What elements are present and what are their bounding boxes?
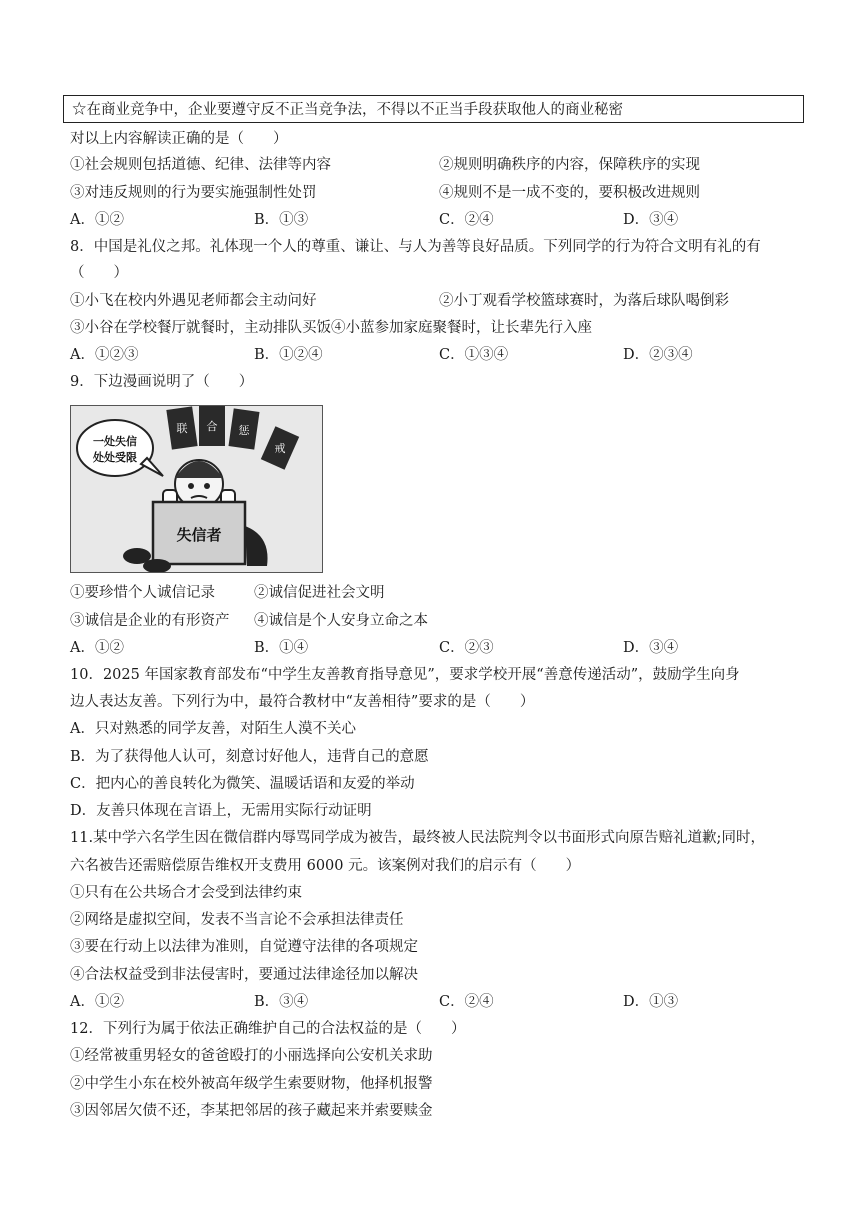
q9-stem: 9．下边漫画说明了（ ） bbox=[70, 374, 254, 390]
bubble-text-line2: 处处受限 bbox=[93, 451, 137, 464]
q11-option-3: ③要在行动上以法律为准则，自觉遵守法律的各项规定 bbox=[70, 939, 418, 955]
q9-option-1: ①要珍惜个人诚信记录 bbox=[70, 585, 215, 601]
q10-choice-d: D．友善只体现在言语上，无需用实际行动证明 bbox=[70, 803, 372, 819]
sign-char-4: 戒 bbox=[274, 442, 286, 455]
q12-option-2: ②中学生小东在校外被高年级学生索要财物，他择机报警 bbox=[70, 1076, 433, 1092]
q12-stem: 12．下列行为属于依法正确维护自己的合法权益的是（ ） bbox=[70, 1021, 466, 1037]
q7-choice-c: C．②④ bbox=[439, 212, 494, 228]
quote-box bbox=[63, 95, 804, 123]
q10-stem-line1: 10．2025 年国家教育部发布“中学生友善教育指导意见”，要求学校开展“善意传递活动”，鼓励学生向身 bbox=[70, 667, 740, 683]
q9-choice-d: D．③④ bbox=[623, 640, 679, 656]
q7-option-2: ②规则明确秩序的内容，保障秩序的实现 bbox=[439, 157, 700, 173]
q10-stem-line2: 边人表达友善。下列行为中，最符合教材中“友善相待”要求的是（ ） bbox=[70, 694, 535, 710]
q11-option-4: ④合法权益受到非法侵害时，要通过法律途径加以解决 bbox=[70, 967, 418, 983]
q8-option-3-4: ③小谷在学校餐厅就餐时，主动排队买饭④小蓝参加家庭聚餐时，让长辈先行入座 bbox=[70, 320, 592, 336]
q11-choice-d: D．①③ bbox=[623, 994, 679, 1010]
q11-choice-a: A．①② bbox=[70, 994, 124, 1010]
q8-stem-line1: 8．中国是礼仪之邦。礼体现一个人的尊重、谦让、与人为善等良好品质。下列同学的行为符合文明有礼的有 bbox=[70, 239, 761, 255]
q11-stem-line2: 六名被告还需赔偿原告维权开支费用 6000 元。该案例对我们的启示有（ ） bbox=[70, 858, 581, 874]
q10-choice-b: B．为了获得他人认可，刻意讨好他人，违背自己的意愿 bbox=[70, 749, 429, 765]
q8-option-1: ①小飞在校内外遇见老师都会主动问好 bbox=[70, 293, 317, 309]
q11-option-1: ①只有在公共场合才会受到法律约束 bbox=[70, 885, 302, 901]
q10-choice-a: A．只对熟悉的同学友善，对陌生人漠不关心 bbox=[70, 721, 356, 737]
q8-choice-b: B．①②④ bbox=[254, 347, 323, 363]
q7-stem: 对以上内容解读正确的是（ ） bbox=[70, 131, 288, 147]
q11-stem-line1: 11.某中学六名学生因在微信群内辱骂同学成为被告，最终被人民法院判令以书面形式向原告赔礼道歉;同时， bbox=[70, 830, 765, 846]
cartoon-image bbox=[70, 405, 323, 573]
bubble-text-line1: 一处失信 bbox=[93, 435, 137, 448]
cartoon-drawing bbox=[71, 406, 323, 573]
q7-choice-b: B．①③ bbox=[254, 212, 309, 228]
q9-option-3: ③诚信是企业的有形资产 bbox=[70, 613, 230, 629]
q7-option-4: ④规则不是一成不变的，要积极改进规则 bbox=[439, 185, 700, 201]
q12-option-1: ①经常被重男轻女的爸爸殴打的小丽选择向公安机关求助 bbox=[70, 1048, 433, 1064]
quote-text: ☆在商业竞争中，企业要遵守反不正当竞争法，不得以不正当手段获取他人的商业秘密 bbox=[72, 102, 623, 118]
q11-choice-b: B．③④ bbox=[254, 994, 309, 1010]
q7-option-3: ③对违反规则的行为要实施强制性处罚 bbox=[70, 185, 317, 201]
q12-option-3: ③因邻居欠债不还，李某把邻居的孩子藏起来并索要赎金 bbox=[70, 1103, 433, 1119]
q8-stem-line2: （ ） bbox=[70, 265, 128, 281]
q7-choice-a: A．①② bbox=[70, 212, 124, 228]
q8-choice-c: C．①③④ bbox=[439, 347, 509, 363]
board-label: 失信者 bbox=[176, 526, 222, 544]
q11-option-2: ②网络是虚拟空间，发表不当言论不会承担法律责任 bbox=[70, 912, 404, 928]
q10-choice-c: C．把内心的善良转化为微笑、温暖话语和友爱的举动 bbox=[70, 776, 415, 792]
q9-choice-b: B．①④ bbox=[254, 640, 309, 656]
q8-choice-d: D．②③④ bbox=[623, 347, 693, 363]
q9-option-4: ④诚信是个人安身立命之本 bbox=[254, 613, 428, 629]
sign-char-2: 合 bbox=[206, 420, 218, 433]
q11-choice-c: C．②④ bbox=[439, 994, 494, 1010]
q8-choice-a: A．①②③ bbox=[70, 347, 139, 363]
q8-option-2: ②小丁观看学校篮球赛时，为落后球队喝倒彩 bbox=[439, 293, 729, 309]
sign-char-3: 惩 bbox=[238, 424, 250, 437]
q7-choice-d: D．③④ bbox=[623, 212, 679, 228]
q9-choice-c: C．②③ bbox=[439, 640, 494, 656]
q9-choice-a: A．①② bbox=[70, 640, 124, 656]
q7-option-1: ①社会规则包括道德、纪律、法律等内容 bbox=[70, 157, 331, 173]
q9-option-2: ②诚信促进社会文明 bbox=[254, 585, 385, 601]
sign-char-1: 联 bbox=[176, 422, 188, 435]
